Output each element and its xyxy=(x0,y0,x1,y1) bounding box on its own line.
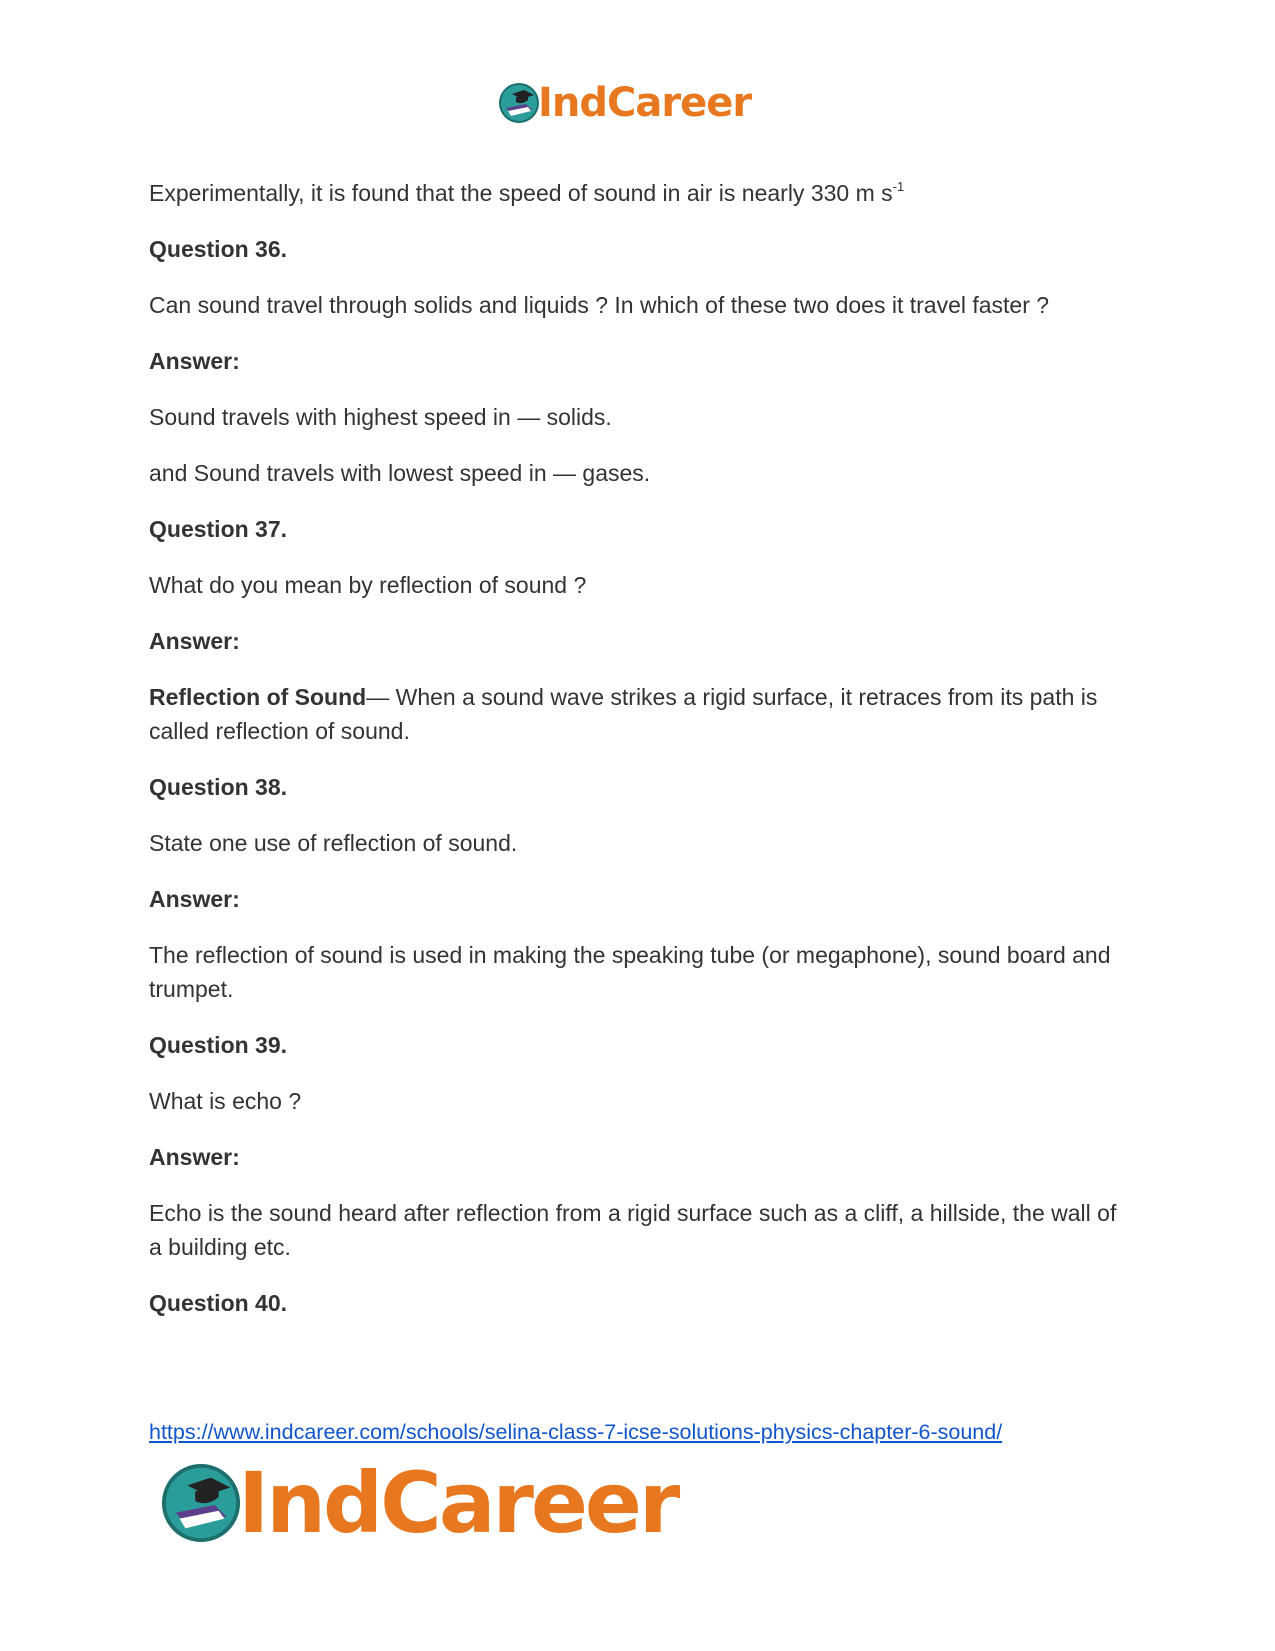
footer-logo xyxy=(160,1454,678,1552)
question-40-heading: Question 40. xyxy=(149,1290,288,1316)
source-link[interactable]: https://www.indcareer.com/schools/selina-class-7-icse-solutions-physics-chapter-6-sound/ xyxy=(149,1420,1003,1444)
question-36-text: Can sound travel through solids and liquids ? In which of these two does it travel faster ? xyxy=(149,292,1050,318)
answer-37-definition: — When a sound wave strikes a rigid surface, it retraces from its path is called reflection of sound. xyxy=(149,684,1098,744)
document-body xyxy=(149,176,1129,1342)
question-39-heading: Question 39. xyxy=(149,1032,288,1058)
logo-wordmark: IndCareer xyxy=(238,1454,678,1552)
intro-superscript: -1 xyxy=(892,179,905,194)
question-37-text: What do you mean by reflection of sound ? xyxy=(149,572,587,598)
answer-39-text: Echo is the sound heard after reflection from a rigid surface such as a cliff, a hillside, the wall of a building etc. xyxy=(149,1200,1117,1260)
intro-paragraph xyxy=(149,176,1129,210)
answer-39-label: Answer: xyxy=(149,1144,240,1170)
logo-wordmark: IndCareer xyxy=(538,80,752,126)
question-39-text: What is echo ? xyxy=(149,1088,302,1114)
answer-36-label: Answer: xyxy=(149,348,240,374)
answer-36-line-1: Sound travels with highest speed in — solids. xyxy=(149,404,612,430)
intro-text: Experimentally, it is found that the speed of sound in air is nearly 330 m s xyxy=(149,180,893,206)
question-38-text: State one use of reflection of sound. xyxy=(149,830,518,856)
question-38-heading: Question 38. xyxy=(149,774,288,800)
answer-38-label: Answer: xyxy=(149,886,240,912)
answer-38-text: The reflection of sound is used in making the speaking tube (or megaphone), sound board and trumpet. xyxy=(149,942,1111,1002)
answer-37-text xyxy=(149,680,1129,748)
answer-36-line-2: and Sound travels with lowest speed in — gases. xyxy=(149,460,651,486)
question-37-heading: Question 37. xyxy=(149,516,288,542)
answer-37-term: Reflection of Sound xyxy=(149,684,367,710)
logo-globe-icon xyxy=(498,82,540,124)
header-logo xyxy=(498,80,751,126)
question-36-heading: Question 36. xyxy=(149,236,288,262)
logo-globe-icon xyxy=(160,1462,242,1544)
answer-37-label: Answer: xyxy=(149,628,240,654)
